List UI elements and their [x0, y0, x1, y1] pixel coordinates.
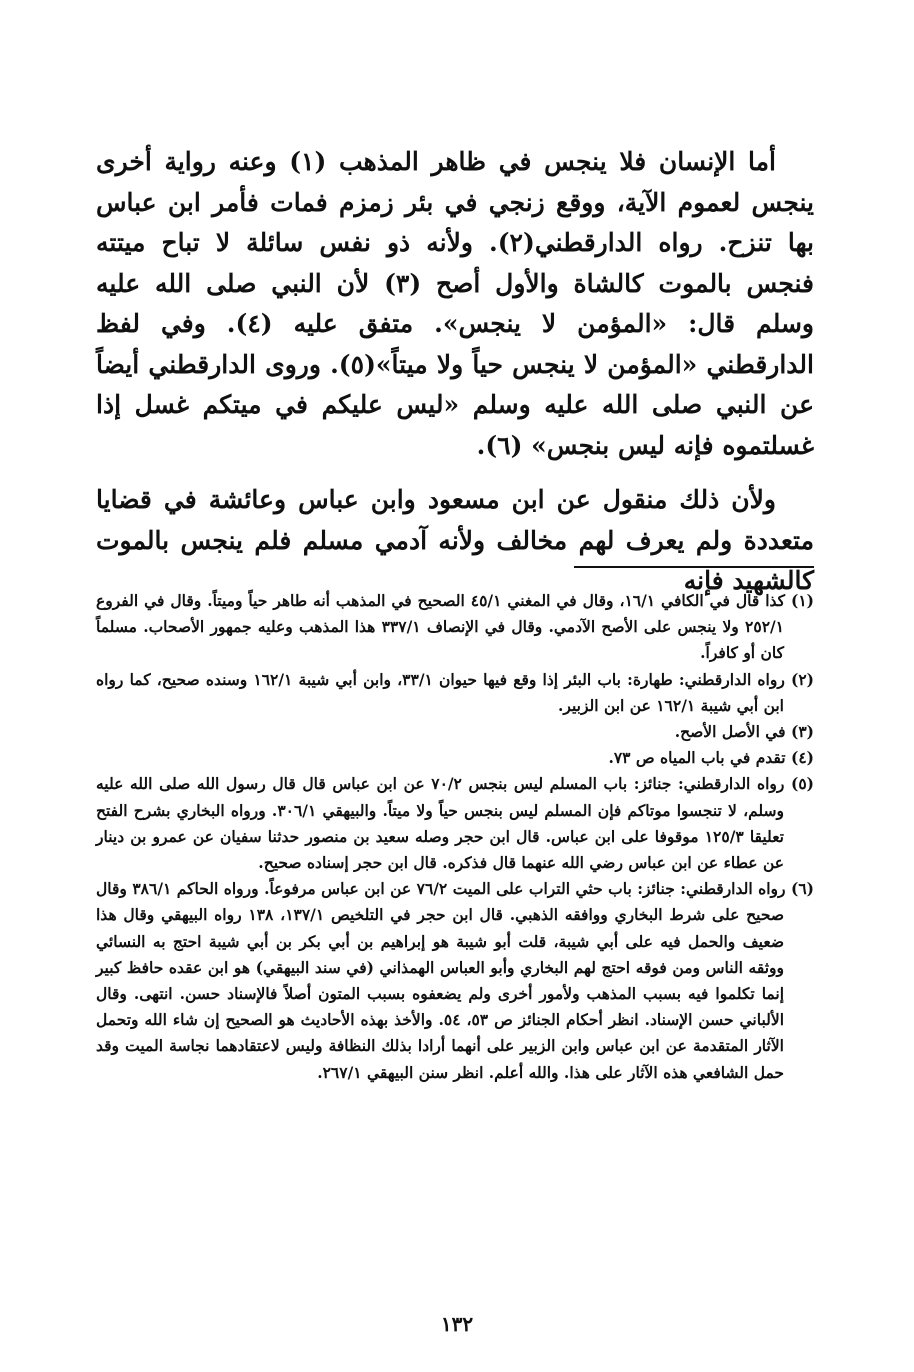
footnote-4: (٤) تقدم في باب المياه ص ٧٣.: [608, 748, 814, 768]
footnote-2: (٢) رواه الدارقطني: طهارة: باب البئر إذا وقع فيها حيوان ٣٣/١، وابن أبي شيبة ١٦٢/١ وسنده صحيح، كما رواه ابن أبي شيبة ١٦٢/١ عن ابن الزبير.: [96, 669, 814, 715]
main-text: [96, 142, 814, 602]
page-number: ١٣٢: [440, 1312, 474, 1336]
footnote-1: (١) كذا قال في الكافي ١٦/١، وقال في المغني ٤٥/١ الصحيح في المذهب أنه طاهر حياً وميتاً. وقال في الفروع ٢٥٢/١ ولا ينجس على الأصح الآدمي. وقال في الإنصاف ٣٣٧/١ هذا المذهب وعليه جمهور الأصحاب. مسلماً كان أو كافراً.: [96, 591, 814, 663]
footnote-6: (٦) رواه الدارقطني: جنائز: باب حثي التراب على الميت ٧٦/٢ عن ابن عباس مرفوعاً. ورواه الحاكم ٣٨٦/١ وقال صحيح على شرط البخاري ووافقه الذهبي. قال ابن حجر في التلخيص ١٣٧/١، ١٣٨ رواه البيهقي وقال هذا ضعيف والحمل فيه على أبي شيبة، قلت أبو شيبة هو إبراهيم بن أبي بكر بن أبي شيبة احتج به النسائي ووثقه الناس ومن فوقه احتج لهم البخاري وأبو العباس الهمذاني (في سند البيهقي) هو ابن عقده حافظ كبير إنما تكلموا فيه بسبب المذهب ولأمور أخرى ولم يضعفوه بسبب المتون أصلاً فالإسناد حسن. انتهى. وقال الألباني حسن الإسناد. انظر أحكام الجنائز ص ٥٣، ٥٤. والأخذ بهذه الأحاديث هو الصحيح إن شاء الله وتحمل الآثار المتقدمة عن ابن عباس وابن الزبير على أنهما أرادا بذلك النظافة وليس لاعتقادهما نجاسة الميت وقد حمل الشافعي هذه الآثار على هذا. والله أعلم. انظر سنن البيهقي ٢٦٧/١.: [96, 879, 814, 1082]
footnote-3: (٣) في الأصل الأصح.: [674, 722, 814, 742]
body-paragraph-1: أما الإنسان فلا ينجس في ظاهر المذهب (١) وعنه رواية أخرى ينجس لعموم الآية، ووقع زنجي في بئر زمزم فمات فأمر ابن عباس بها تنزح. رواه الدارقطني(٢). ولأنه ذو نفس سائلة لا تباح ميتته فنجس بالموت كالشاة والأول أصح (٣) لأن النبي صلى الله عليه وسلم قال: «المؤمن لا ينجس». متفق عليه (٤). وفي لفظ الدارقطني «المؤمن لا ينجس حياً ولا ميتاً»(٥). وروى الدارقطني أيضاً عن النبي صلى الله عليه وسلم «ليس عليكم في ميتكم غسل إذا غسلتموه فإنه ليس بنجس» (٦).: [96, 147, 814, 460]
footnote-divider: [574, 566, 814, 568]
footnote-5: (٥) رواه الدارقطني: جنائز: باب المسلم ليس بنجس ٧٠/٢ عن ابن عباس قال قال رسول الله صلى الله عليه وسلم، لا تنجسوا موتاكم فإن المسلم ليس بنجس حياً ولا ميتاً. والبيهقي ٣٠٦/١. ورواه البخاري بشرح الفتح تعليقا ١٢٥/٣ موقوفا على ابن عباس. قال ابن حجر وصله سعيد بن منصور حدثنا سفيان عن عمرو بن دينار عن عطاء عن ابن عباس رضي الله عنهما قال فذكره. قال ابن حجر إسناده صحيح.: [96, 774, 814, 873]
footnotes: [96, 588, 814, 1086]
body-paragraph-2: ولأن ذلك منقول عن ابن مسعود وابن عباس وعائشة في قضايا متعددة ولم يعرف لهم مخالف ولأنه آدمي مسلم فلم ينجس بالموت كالشهيد فإنه: [96, 485, 814, 595]
